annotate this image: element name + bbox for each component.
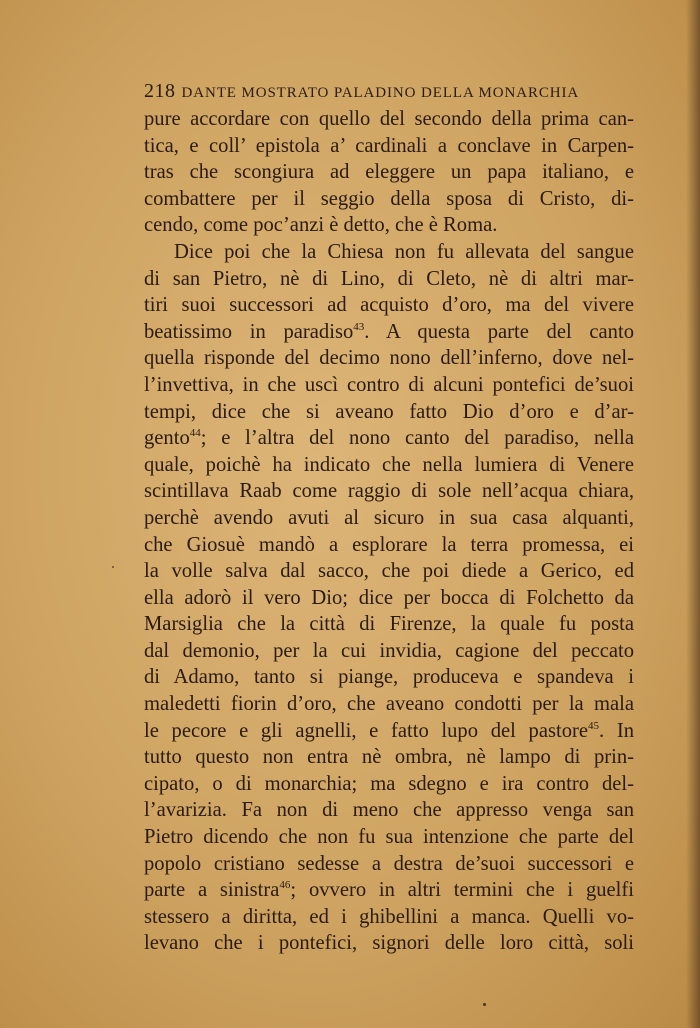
line-text: cipato, o di monarchia; ma sdegno e ira contro del-	[144, 772, 634, 795]
running-title: DANTE MOSTRATO PALADINO DELLA MONARCHIA	[181, 85, 580, 101]
line-text: la volle salva dal sacco, che poi diede a Gerico, ed	[144, 560, 634, 583]
text-line	[144, 744, 634, 771]
text-line	[144, 345, 634, 372]
line-text: Dice poi che la Chiesa non fu allevata del sangue	[174, 240, 634, 263]
line-text: cendo, come poc’anzi è detto, che è Roma.	[144, 214, 498, 237]
text-line	[144, 532, 634, 559]
line-text: scintillava Raab come raggio di sole nell’acqua chiara,	[144, 480, 634, 503]
text-line	[144, 505, 634, 532]
text-line	[144, 558, 634, 585]
text-line	[144, 851, 634, 878]
line-text-continued: ; e l’altra del nono canto del paradiso, nella	[200, 427, 634, 450]
line-text: l’invettiva, in che uscì contro di alcuni pontefici de’suoi	[144, 373, 634, 396]
text-line	[144, 904, 634, 931]
text-line	[144, 266, 634, 293]
line-text: levano che i pontefici, signori delle loro città, soli	[144, 932, 634, 955]
line-text: tempi, dice che si aveano fatto Dio d’oro e d’ar-	[144, 400, 634, 423]
text-line	[144, 664, 634, 691]
page-edge-shadow	[686, 0, 700, 1028]
text-line	[144, 452, 634, 479]
line-text: ella adorò il vero Dio; dice per bocca di Folchetto da	[144, 586, 634, 609]
line-text: gento	[144, 427, 190, 450]
line-text: tiri suoi successori ad acquisto d’oro, ma del vivere	[144, 294, 634, 317]
line-text: popolo cristiano sedesse a destra de’suoi successori e	[144, 852, 634, 875]
footnote-marker: 45	[588, 719, 600, 732]
line-text: beatissimo in paradiso	[144, 320, 354, 343]
text-line	[144, 425, 634, 452]
text-line	[144, 159, 634, 186]
line-text: l’avarizia. Fa non di meno che appresso venga san	[144, 799, 634, 822]
text-line	[144, 106, 634, 133]
line-text: quella risponde del decimo nono dell’inferno, dove nel-	[144, 347, 634, 370]
line-text: quale, poichè ha indicato che nella lumiera di Venere	[144, 453, 634, 476]
line-text-continued: . A questa parte del canto	[364, 320, 635, 343]
running-head	[144, 80, 589, 103]
text-line	[144, 319, 634, 346]
line-text: Pietro dicendo che non fu sua intenzione che parte del	[144, 826, 634, 849]
text-line	[144, 691, 634, 718]
line-text: tras che scongiura ad eleggere un papa italiano, e	[144, 161, 634, 184]
text-line	[144, 611, 634, 638]
text-line	[144, 824, 634, 851]
text-line	[144, 930, 634, 957]
line-text: combattere per il seggio della sposa di Cristo, di-	[144, 187, 634, 210]
line-text: parte a sinistra	[144, 879, 280, 902]
line-text: le pecore e gli agnelli, e fatto lupo del pastore	[144, 719, 589, 742]
text-line	[144, 638, 634, 665]
line-text: stessero a diritta, ed i ghibellini a manca. Quelli vo-	[144, 905, 634, 928]
line-text: Marsiglia che la città di Firenze, la quale fu posta	[144, 613, 634, 636]
footnote-marker: 44	[189, 427, 201, 440]
line-text: dal demonio, per la cui invidia, cagione del peccato	[144, 639, 634, 662]
text-line	[144, 212, 634, 239]
footnote-marker: 46	[279, 879, 291, 892]
text-line	[144, 797, 634, 824]
text-line	[144, 292, 634, 319]
line-text: che Giosuè mandò a esplorare la terra promessa, ei	[144, 533, 634, 556]
line-text: tica, e coll’ epistola a’ cardinali a conclave in Carpen-	[144, 134, 634, 157]
line-text: perchè avendo avuti al sicuro in sua casa alquanti,	[144, 506, 634, 529]
text-line	[144, 585, 634, 612]
text-line	[144, 399, 634, 426]
text-line	[144, 133, 634, 160]
line-text: tutto questo non entra nè ombra, nè lampo di prin-	[144, 746, 634, 769]
line-text: maledetti fiorin d’oro, che aveano condotti per la mala	[144, 693, 634, 716]
line-text-continued: . In	[599, 719, 634, 742]
text-line	[144, 239, 634, 266]
ink-speck	[483, 1003, 486, 1006]
line-text: di Adamo, tanto si piange, produceva e spandeva i	[144, 666, 634, 689]
page-number: 218	[144, 80, 176, 102]
text-line	[144, 877, 634, 904]
text-line	[144, 372, 634, 399]
body-text	[144, 106, 634, 957]
text-line	[144, 718, 634, 745]
line-text-continued: ; ovvero in altri termini che i guelfi	[290, 879, 634, 902]
footnote-marker: 43	[353, 320, 365, 333]
text-line	[144, 771, 634, 798]
line-text: di san Pietro, nè di Lino, di Cleto, nè di altri mar-	[144, 267, 634, 290]
line-text: pure accordare con quello del secondo della prima can-	[144, 108, 634, 130]
text-line	[144, 186, 634, 213]
ink-speck	[112, 566, 114, 568]
text-line	[144, 478, 634, 505]
